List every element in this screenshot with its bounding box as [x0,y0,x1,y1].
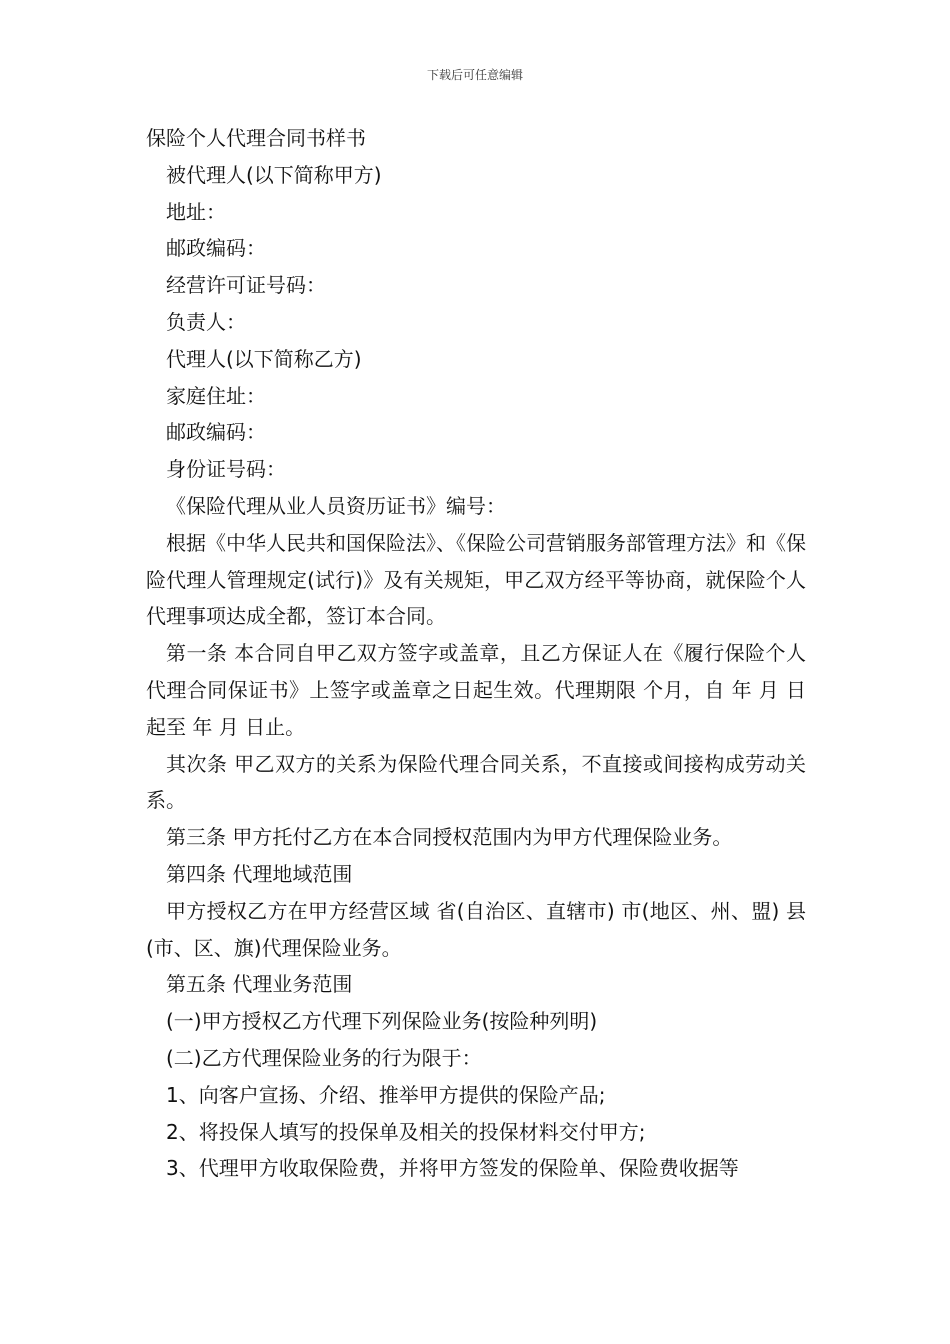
paragraph-article-5-item-1: (一)甲方授权乙方代理下列保险业务(按险种列明) [166,1009,598,1034]
paragraph-id-number: 身份证号码： [166,457,286,482]
paragraph-article-4-body: 甲方授权乙方在甲方经营区域 省(自治区、直辖市) 市(地区、州、盟) 县(市、区、旗)代理保险业务。 [146,898,806,960]
paragraph-certificate-number: 《保险代理从业人员资历证书》编号： [166,493,506,518]
paragraph-principal: 被代理人(以下简称甲方) [166,162,382,187]
paragraph-article-1: 第一条 本合同自甲乙双方签字或盖章，且乙方保证人在《履行保险个人代理合同保证书》上签字或盖章之日起生效。代理期限 个月，自 年 月 日起至 年 月 日止。 [146,641,806,739]
paragraph-agent: 代理人(以下简称乙方) [166,346,362,371]
paragraph-article-2: 其次条 甲乙双方的关系为保险代理合同关系，不直接或间接构成劳动关系。 [146,751,806,813]
list-item-3: 3、代理甲方收取保险费，并将甲方签发的保险单、保险费收据等 [166,1156,739,1181]
list-item-2: 2、将投保人填写的投保单及相关的投保材料交付甲方; [166,1119,646,1144]
paragraph-article-5-heading: 第五条 代理业务范围 [166,972,353,997]
paragraph-postcode: 邮政编码： [166,236,266,261]
paragraph-license-number: 经营许可证号码： [166,273,326,298]
paragraph-article-5-item-2: (二)乙方代理保险业务的行为限于： [166,1045,482,1070]
paragraph-home-address: 家庭住址： [166,383,266,408]
paragraph-responsible-person: 负责人： [166,309,246,334]
paragraph-article-3: 第三条 甲方托付乙方在本合同授权范围内为甲方代理保险业务。 [166,825,733,850]
paragraph-address: 地址： [166,199,226,224]
document-body [146,120,806,1187]
paragraph-legal-basis: 根据《中华人民共和国保险法》、《保险公司营销服务部管理方法》和《保险代理人管理规定(试行)》及有关规矩，甲乙双方经平等协商，就保险个人代理事项达成全都，签订本合同。 [146,530,806,629]
list-item-1: 1、向客户宣扬、介绍、推举甲方提供的保险产品; [166,1082,606,1107]
document-title: 保险个人代理合同书样书 [146,126,366,150]
paragraph-article-4-heading: 第四条 代理地域范围 [166,861,353,886]
paragraph-agent-postcode: 邮政编码： [166,420,266,445]
page-header-note: 下载后可任意编辑 [426,68,523,82]
